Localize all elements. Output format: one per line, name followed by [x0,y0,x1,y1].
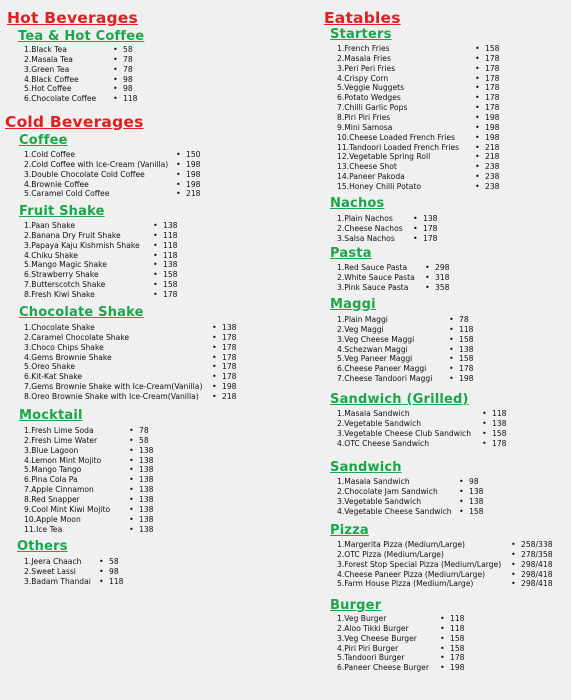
sandwich-heading: Sandwich [330,460,402,475]
menu-item-name: 1.Black Tea [24,45,67,54]
menu-item-name: 3.Peri Peri Fries [337,63,396,73]
menu-item-price: • 178 [459,364,474,374]
nachos-heading: Nachos [330,196,385,211]
menu-item-price: • 198 [485,113,500,123]
menu-item-price: • 278/358 [521,550,553,560]
menu-item-name: 4.Brownie Coffee [24,179,89,189]
menu-item-price: • 98 [469,477,479,487]
menu-item-name: 5.Veggie Nuggets [337,83,405,93]
menu-item-price: • 178 [485,74,500,84]
menu-item-name: 8.Piri Piri Fries [337,112,391,122]
menu-item-price: • 178 [222,362,237,372]
menu-item-price: • 138 [492,419,507,429]
menu-item-name: 1.Plain Maggi [337,315,388,324]
menu-item-price: • 298/418 [521,570,553,580]
menu-item-name: 7.Gems Brownie Shake with Ice-Cream(Vanilla) [24,382,203,392]
menu-item-price: • 158 [492,429,507,439]
menu-item-name: 2.Sweet Lassi [24,566,76,576]
menu-item-name: 4.Piri Piri Burger [337,643,399,653]
menu-item-price: • 178 [222,353,237,363]
menu-item-name: 3.Green Tea [24,64,70,74]
menu-item-price: • 198 [186,160,201,170]
menu-item-name: 2.Masala Fries [337,53,391,63]
menu-item-price: • 138 [163,221,178,231]
menu-item-name: 5.Farm House Pizza (Medium/Large) [337,579,474,589]
menu-item-name: 4.Chiku Shake [24,250,78,260]
menu-item-price: • 298/418 [521,560,553,570]
menu-item-price: • 198 [485,123,500,133]
menu-item-price: • 138 [163,260,178,270]
menu-item-name: 2.Vegetable Sandwich [337,418,422,428]
menu-item-price: • 118 [163,231,178,241]
tea-hot-coffee-heading: Tea & Hot Coffee [18,29,145,44]
menu-item-name: 4.OTC Cheese Sandwich [337,438,430,448]
menu-item-name: 2.White Sauce Pasta [337,272,415,282]
menu-item-name: 4.Gems Brownie Shake [24,352,112,362]
coffee-heading: Coffee [19,133,68,148]
menu-item-name: 6.Strawberry Shake [24,270,99,280]
menu-item-name: 1.Red Sauce Pasta [337,263,408,272]
menu-item-name: 2.OTC Pizza (Medium/Large) [337,549,444,559]
menu-item-name: 5.Mango Magic Shake [24,260,107,270]
others-heading: Others [17,539,68,554]
cold-beverages-heading: Cold Beverages [5,113,144,131]
menu-item-name: 7.Cheese Tandoori Maggi [337,374,433,384]
menu-item-name: 12.Vegetable Spring Roll [337,152,431,162]
menu-item-name: 3.Double Chocolate Cold Coffee [24,169,145,179]
menu-item-name: 3.Blue Lagoon [24,445,79,455]
menu-item-price: • 138 [139,465,154,475]
menu-item-name: 2.Caramel Chocolate Shake [24,332,130,342]
menu-item-name: 4.Schezwan Maggi [337,344,408,354]
menu-item-price: • 58 [123,45,133,55]
menu-item-price: • 118 [123,94,138,104]
menu-item-price: • 198 [459,374,474,384]
fruit-shake-heading: Fruit Shake [19,204,105,219]
menu-item-name: 2.Cheese Nachos [337,223,403,233]
menu-item-name: 6.Chocolate Coffee [24,94,97,104]
menu-item-name: 5.Hot Coffee [24,84,72,94]
menu-item-name: 7.Apple Cinnamon [24,485,94,495]
menu-item-price: • 118 [163,241,178,251]
menu-item-name: 2.Fresh Lime Water [24,435,98,445]
menu-item-name: 2.Chocolate Jam Sandwich [337,486,438,496]
menu-item-name: 3.Veg Cheese Maggi [337,334,415,344]
menu-item-name: 3.Choco Chips Shake [24,342,104,352]
menu-item-name: 8.Red Snapper [24,494,80,504]
menu-item-price: • 358 [435,283,450,293]
menu-item-name: 5.Veg Paneer Maggi [337,354,413,364]
menu-item-name: 8.Fresh Kiwi Shake [24,289,95,299]
menu-item-name: 4.Cheese Paneer Pizza (Medium/Large) [337,569,486,579]
menu-item-price: • 198 [485,133,500,143]
menu-item-name: 9.Mini Samosa [337,122,393,132]
menu-item-price: • 258/338 [521,540,553,550]
menu-item-price: • 150 [186,150,201,160]
menu-item-price: • 218 [485,152,500,162]
mocktail-heading: Mocktail [19,408,83,423]
menu-item-name: 5.Mango Tango [24,465,82,475]
menu-item-price: • 118 [163,251,178,261]
menu-item-price: • 98 [109,567,119,577]
menu-item-price: • 78 [139,426,149,436]
menu-item-price: • 218 [485,143,500,153]
menu-item-price: • 58 [139,436,149,446]
menu-item-name: 6.Cheese Paneer Maggi [337,364,427,374]
menu-item-price: • 178 [423,234,438,244]
menu-item-name: 3.Badam Thandai [24,576,91,586]
menu-item-name: 4.Black Coffee [24,74,79,84]
menu-item-price: • 138 [139,456,154,466]
menu-item-name: 13.Cheese Shot [337,162,397,172]
menu-item-name: 2.Aloo Tikki Burger [337,623,409,633]
pizza-heading: Pizza [330,523,369,538]
menu-item-name: 1.Paan Shake [24,221,76,230]
eatables-heading: Eatables [324,9,401,27]
menu-item-price: • 238 [485,182,500,192]
menu-item-price: • 178 [222,343,237,353]
menu-item-name: 1.Jeera Chaach [24,557,82,566]
menu-item-name: 2.Masala Tea [24,54,73,64]
menu-item-name: 5.Tandoori Burger [337,653,405,663]
menu-item-name: 1.Chocolate Shake [24,323,95,332]
menu-item-price: • 158 [485,44,500,54]
menu-item-name: 15.Honey Chilli Potato [337,181,422,191]
hot-beverages-heading: Hot Beverages [7,9,138,27]
menu-item-price: • 178 [163,290,178,300]
menu-item-name: 7.Chilli Garlic Pops [337,103,408,113]
menu-item-price: • 158 [469,507,484,517]
burger-heading: Burger [330,598,382,613]
menu-item-price: • 178 [492,439,507,449]
menu-item-price: • 78 [123,55,133,65]
menu-item-price: • 178 [222,372,237,382]
menu-item-name: 6.Potato Wedges [337,93,401,103]
menu-item-name: 3.Vegetable Cheese Club Sandwich [337,428,472,438]
menu-item-price: • 238 [485,162,500,172]
menu-item-name: 5.Caramel Cold Coffee [24,189,110,199]
menu-item-name: 4.Vegetable Cheese Sandwich [337,506,452,516]
menu-item-name: 1.Masala Sandwich [337,409,410,418]
menu-item-price: • 198 [450,663,465,673]
chocolate-shake-heading: Chocolate Shake [19,305,144,320]
menu-item-price: • 138 [139,495,154,505]
menu-item-price: • 138 [139,446,154,456]
menu-item-name: 1.French Fries [337,44,390,53]
menu-item-price: • 158 [163,270,178,280]
maggi-heading: Maggi [330,297,376,312]
menu-item-price: • 238 [485,172,500,182]
menu-item-name: 3.Salsa Nachos [337,233,395,243]
menu-item-name: 14.Paneer Pakoda [337,172,405,182]
menu-item-name: 3.Papaya Kaju Kishmish Shake [24,240,140,250]
menu-item-price: • 318 [435,273,450,283]
menu-item-price: • 178 [485,103,500,113]
menu-item-name: 1.Cold Coffee [24,150,76,159]
menu-item-price: • 158 [450,644,465,654]
sandwich-grilled-heading: Sandwich (Grilled) [330,392,469,407]
menu-item-name: 5.Oreo Shake [24,362,75,372]
menu-item-price: • 218 [186,189,201,199]
menu-item-price: • 118 [450,614,465,624]
menu-item-name: 1.Fresh Lime Soda [24,426,94,435]
menu-item-name: 10.Cheese Loaded French Fries [337,132,456,142]
menu-item-name: 3.Forest Stop Special Pizza (Medium/Large) [337,559,502,569]
menu-item-price: • 138 [459,345,474,355]
menu-item-name: 9.Cool Mint Kiwi Mojito [24,504,111,514]
menu-item-price: • 118 [450,624,465,634]
menu-item-name: 6.Pina Cola Pa [24,475,78,485]
menu-item-price: • 298/418 [521,579,553,589]
menu-item-name: 2.Veg Maggi [337,324,384,334]
menu-item-name: 2.Banana Dry Fruit Shake [24,230,121,240]
menu-item-name: 11.Tandoori Loaded French Fries [337,142,460,152]
menu-item-price: • 78 [123,65,133,75]
menu-item-name: 4.Lemon Mint Mojito [24,455,102,465]
menu-item-price: • 178 [450,653,465,663]
menu-item-name: 3.Pink Sauce Pasta [337,282,409,292]
menu-item-price: • 118 [459,325,474,335]
menu-item-price: • 198 [186,180,201,190]
menu-item-name: 7.Butterscotch Shake [24,280,106,290]
menu-item-name: 1.Margerita Pizza (Medium/Large) [337,540,465,549]
menu-item-name: 10.Apple Moon [24,514,81,524]
menu-item-price: • 58 [109,557,119,567]
pasta-heading: Pasta [330,246,372,261]
menu-item-name: 6.Kit-Kat Shake [24,372,83,382]
menu-item-name: 6.Paneer Cheese Burger [337,663,429,673]
menu-item-price: • 158 [459,335,474,345]
menu-item-price: • 178 [485,83,500,93]
menu-item-name: 11.Ice Tea [24,524,63,534]
menu-item-price: • 198 [186,170,201,180]
menu-item-price: • 118 [109,577,124,587]
menu-item-name: 1.Masala Sandwich [337,477,410,486]
menu-item-price: • 298 [435,263,450,273]
menu-item-price: • 138 [423,214,438,224]
menu-item-price: • 178 [222,333,237,343]
menu-item-price: • 178 [485,54,500,64]
menu-item-price: • 198 [222,382,237,392]
menu-item-price: • 138 [139,505,154,515]
menu-item-price: • 98 [123,84,133,94]
menu-item-price: • 138 [139,485,154,495]
menu-item-price: • 138 [469,487,484,497]
menu-item-price: • 78 [459,315,469,325]
menu-item-price: • 138 [469,497,484,507]
menu-item-name: 1.Veg Burger [337,614,387,623]
menu-item-price: • 178 [485,64,500,74]
menu-item-price: • 158 [450,634,465,644]
menu-item-name: 8.Oreo Brownie Shake with Ice-Cream(Vanilla) [24,391,199,401]
menu-item-price: • 218 [222,392,237,402]
menu-item-price: • 158 [459,354,474,364]
menu-item-price: • 138 [222,323,237,333]
menu-item-name: 2.Cold Coffee with Ice-Cream (Vanilla) [24,159,169,169]
menu-item-price: • 158 [163,280,178,290]
starters-heading: Starters [330,27,392,42]
menu-item-price: • 138 [139,515,154,525]
menu-item-name: 4.Crispy Corn [337,73,389,83]
menu-item-name: 3.Veg Cheese Burger [337,633,417,643]
menu-item-name: 3.Vegetable Sandwich [337,496,422,506]
menu-item-price: • 118 [492,409,507,419]
menu-item-price: • 138 [139,475,154,485]
menu-item-price: • 178 [485,93,500,103]
menu-item-price: • 98 [123,75,133,85]
menu-item-price: • 178 [423,224,438,234]
menu-item-name: 1.Plain Nachos [337,214,393,223]
menu-item-price: • 138 [139,525,154,535]
